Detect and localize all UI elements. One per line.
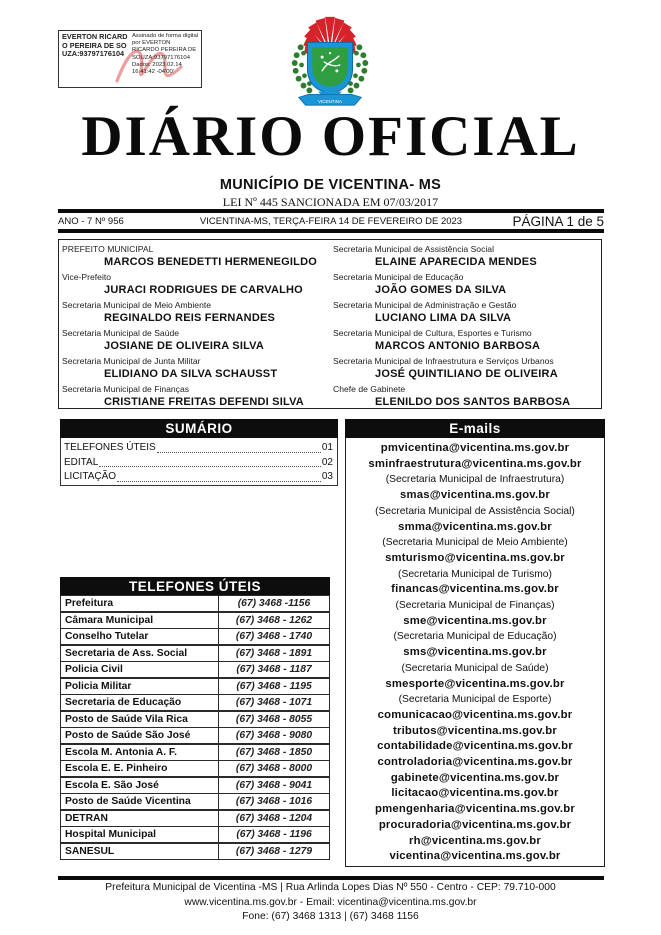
official-entry: [333, 300, 601, 327]
toc-leader-dots: [117, 481, 321, 482]
email-line: (Secretaria Municipal de Meio Ambiente): [382, 537, 568, 549]
official-name: ELIDIANO DA SILVA SCHAUSST: [104, 368, 278, 380]
page-title: DIÁRIO OFICIAL: [81, 105, 580, 168]
edition-date: VICENTINA-MS, TERÇA-FEIRA 14 DE FEVEREIRO DE 2023: [199, 215, 463, 227]
phone-place: SANESUL: [65, 845, 115, 857]
official-entry: [333, 244, 601, 271]
email-line: smturismo@vicentina.ms.gov.br: [385, 551, 565, 564]
official-name: MARCOS ANTONIO BARBOSA: [375, 340, 541, 352]
signature-digital-note: Assinado de forma digital por EVERTON RICARDO PEREIRA DE SOUZA:93797176104 Dados: 2023.02.14 16:41:42 -04'00': [132, 33, 199, 76]
crest-ribbon-label: VICENTINA: [317, 99, 343, 105]
edition-number: ANO - 7 Nº 956: [58, 215, 124, 227]
summary-toc: [60, 438, 338, 486]
phone-place: Posto de Saúde Vila Rica: [65, 713, 188, 725]
toc-label: TELEFONES ÚTEIS: [64, 442, 156, 453]
phone-number: (67) 3468 - 1016: [218, 794, 329, 810]
phones-table: [60, 596, 330, 860]
phone-place: Conselho Tutelar: [65, 631, 149, 642]
email-line: controladoria@vicentina.ms.gov.br: [377, 756, 573, 769]
phone-row: [60, 842, 330, 860]
email-line: (Secretaria Municipal de Esporte): [398, 694, 552, 706]
edition-meta-row: [58, 213, 604, 229]
email-line: pmvicentina@vicentina.ms.gov.br: [380, 442, 570, 454]
email-line: rh@vicentina.ms.gov.br: [409, 834, 541, 847]
official-entry: [62, 244, 330, 271]
phone-place: Policia Civil: [65, 664, 123, 675]
phone-place: Posto de Saúde São José: [65, 730, 191, 741]
officials-right-column: [330, 240, 601, 408]
email-line: smesporte@vicentina.ms.gov.br: [385, 677, 565, 690]
phone-number: (67) 3468 - 1279: [218, 843, 329, 859]
phone-number: (67) 3468 - 1850: [218, 744, 329, 760]
emails-header: E-mails: [345, 419, 605, 438]
footer-website: www.vicentina.ms.gov.br - Email: vicentina@vicentina.ms.gov.br: [184, 896, 477, 908]
phone-row: [60, 694, 330, 712]
phone-number: (67) 3468 - 1204: [218, 810, 329, 826]
footer-phone: Fone: (67) 3468 1313 | (67) 3468 1156: [242, 911, 419, 923]
coat-of-arms-icon: [279, 13, 381, 113]
phone-row: [60, 793, 330, 811]
official-entry: [62, 272, 330, 299]
officials-panel: [58, 239, 602, 409]
toc-page-number: 02: [321, 456, 333, 468]
official-role: Secretaria Municipal de Finanças: [62, 383, 190, 394]
page-indicator: PÁGINA 1 de 5: [512, 213, 604, 229]
official-role: Secretaria Municipal de Assistência Social: [333, 243, 494, 254]
official-entry: [62, 300, 330, 327]
official-name: JURACI RODRIGUES DE CARVALHO: [104, 284, 303, 296]
email-line: licitacao@vicentina.ms.gov.br: [391, 787, 559, 800]
email-line: contabilidade@vicentina.ms.gov.br: [377, 740, 573, 753]
phone-row: [60, 661, 330, 679]
phone-number: (67) 3468 - 8055: [218, 711, 329, 727]
law-line: LEI Nº 445 SANCIONADA EM 07/03/2017: [222, 195, 439, 209]
phone-row: [60, 809, 330, 827]
phone-place: DETRAN: [65, 812, 108, 824]
phone-place: Escola M. Antonia A. F.: [65, 746, 177, 758]
phone-number: (67) 3468 - 8000: [218, 761, 329, 777]
toc-page-number: 01: [321, 442, 333, 453]
official-role: Secretaria Municipal de Meio Ambiente: [62, 299, 212, 310]
crest-shield: [307, 42, 352, 95]
digital-signature-box: [58, 30, 202, 88]
meta-rule: [58, 229, 604, 233]
municipality-subtitle: MUNICÍPIO DE VICENTINA- MS: [219, 177, 442, 193]
page-footer: [0, 881, 661, 925]
official-name: JOÃO GOMES DA SILVA: [375, 284, 507, 296]
official-entry: [62, 356, 330, 383]
official-role: Secretaria Municipal de Infraestrutura e Serviços Urbanos: [333, 355, 554, 366]
official-entry: [333, 356, 601, 383]
official-entry: [333, 384, 601, 411]
phone-row: [60, 743, 330, 761]
phone-number: (67) 3468 - 1187: [218, 662, 329, 678]
phone-number: (67) 3468 - 1891: [218, 645, 329, 661]
phone-row: [60, 727, 330, 745]
toc-leader-dots: [157, 452, 321, 453]
officials-left-column: [59, 240, 330, 408]
toc-row: [64, 456, 333, 471]
toc-row: [64, 441, 333, 456]
phones-header: TELEFONES ÚTEIS: [60, 577, 330, 596]
official-entry: [62, 384, 330, 411]
toc-label: LICITAÇÃO: [64, 471, 117, 482]
phone-row: [60, 760, 330, 778]
phone-place: Secretaria de Ass. Social: [65, 647, 188, 659]
official-name: REGINALDO REIS FERNANDES: [104, 312, 276, 324]
phone-place: Escola E. E. Pinheiro: [65, 763, 168, 774]
phone-row: [60, 677, 330, 695]
phone-place: Escola E. São José: [65, 779, 159, 791]
official-role: Secretaria Municipal de Cultura, Esportes e Turismo: [333, 327, 532, 338]
official-name: CRISTIANE FREITAS DEFENDI SILVA: [104, 396, 304, 408]
phone-row: [60, 826, 330, 844]
email-line: smma@vicentina.ms.gov.br: [398, 520, 552, 533]
phone-number: (67) 3468 - 1740: [218, 629, 329, 645]
official-entry: [333, 328, 601, 355]
email-line: financas@vicentina.ms.gov.br: [391, 583, 559, 596]
toc-page-number: 03: [321, 471, 333, 482]
toc-leader-dots: [99, 466, 321, 467]
phone-row: [60, 595, 330, 613]
email-line: (Secretaria Municipal de Finanças): [395, 600, 555, 612]
phone-place: Secretaria de Educação: [65, 697, 182, 708]
phone-row: [60, 628, 330, 646]
phone-number: (67) 3468 - 1196: [218, 827, 329, 843]
phone-row: [60, 776, 330, 794]
email-line: (Secretaria Municipal de Educação): [393, 631, 557, 643]
email-line: (Secretaria Municipal de Turismo): [398, 568, 552, 580]
official-role: Secretaria Municipal de Educação: [333, 271, 464, 282]
official-role: PREFEITO MUNICIPAL: [62, 243, 154, 254]
phone-place: Hospital Municipal: [65, 829, 156, 840]
phone-row: [60, 644, 330, 662]
toc-label: EDITAL: [64, 456, 99, 468]
phone-place: Prefeitura: [65, 598, 114, 609]
toc-row: [64, 470, 333, 485]
footer-rule: [58, 876, 604, 880]
email-line: vicentina@vicentina.ms.gov.br: [389, 850, 561, 863]
phone-number: (67) 3468 - 9080: [218, 728, 329, 744]
email-line: (Secretaria Municipal de Saúde): [401, 662, 549, 674]
email-line: sms@vicentina.ms.gov.br: [403, 646, 547, 659]
phone-place: Policia Militar: [65, 680, 132, 692]
phone-number: (67) 3468 - 1071: [218, 695, 329, 711]
email-line: procuradoria@vicentina.ms.gov.br: [378, 818, 572, 831]
emails-panel: [345, 438, 605, 867]
phone-number: (67) 3468 - 1195: [218, 678, 329, 694]
phone-number: (67) 3468 - 9041: [218, 777, 329, 793]
official-name: MARCOS BENEDETTI HERMENEGILDO: [104, 256, 317, 268]
email-line: pmengenharia@vicentina.ms.gov.br: [375, 803, 575, 816]
email-line: (Secretaria Municipal de Infraestrutura): [385, 474, 565, 486]
official-name: ELENILDO DOS SANTOS BARBOSA: [375, 396, 571, 408]
email-line: tributos@vicentina.ms.gov.br: [393, 724, 557, 737]
official-role: Secretaria Municipal de Administração e Gestão: [333, 299, 517, 310]
official-entry: [62, 328, 330, 355]
official-role: Secretaria Municipal de Saúde: [62, 327, 180, 338]
summary-header: SUMÁRIO: [60, 419, 338, 438]
phone-row: [60, 611, 330, 629]
official-name: ELAINE APARECIDA MENDES: [375, 256, 537, 268]
phone-number: (67) 3468 - 1262: [218, 612, 329, 628]
phone-row: [60, 710, 330, 728]
email-line: sminfraestrutura@vicentina.ms.gov.br: [368, 457, 582, 470]
official-entry: [333, 272, 601, 299]
official-name: LUCIANO LIMA DA SILVA: [375, 312, 512, 324]
official-name: JOSÉ QUINTILIANO DE OLIVEIRA: [375, 368, 558, 380]
official-role: Chefe de Gabinete: [333, 383, 406, 394]
email-line: gabinete@vicentina.ms.gov.br: [390, 771, 560, 784]
phone-place: Câmara Municipal: [65, 614, 154, 626]
signature-signer-name: EVERTON RICARDO PEREIRA DE SOUZA:93797176104: [62, 32, 128, 59]
phone-place: Posto de Saúde Vicentina: [65, 796, 191, 807]
footer-address: Prefeitura Municipal de Vicentina -MS | Rua Arlinda Lopes Dias Nº 550 - Centro - CEP: 79.710-000: [105, 882, 556, 893]
phone-number: (67) 3468 -1156: [218, 596, 329, 612]
official-role: Vice-Prefeito: [62, 271, 112, 282]
email-line: (Secretaria Municipal de Assistência Social): [375, 505, 575, 517]
official-name: JOSIANE DE OLIVEIRA SILVA: [104, 340, 265, 352]
email-line: comunicacao@vicentina.ms.gov.br: [377, 708, 573, 721]
email-line: smas@vicentina.ms.gov.br: [400, 489, 550, 502]
email-line: sme@vicentina.ms.gov.br: [403, 614, 547, 627]
official-role: Secretaria Municipal de Junta Militar: [62, 355, 201, 366]
